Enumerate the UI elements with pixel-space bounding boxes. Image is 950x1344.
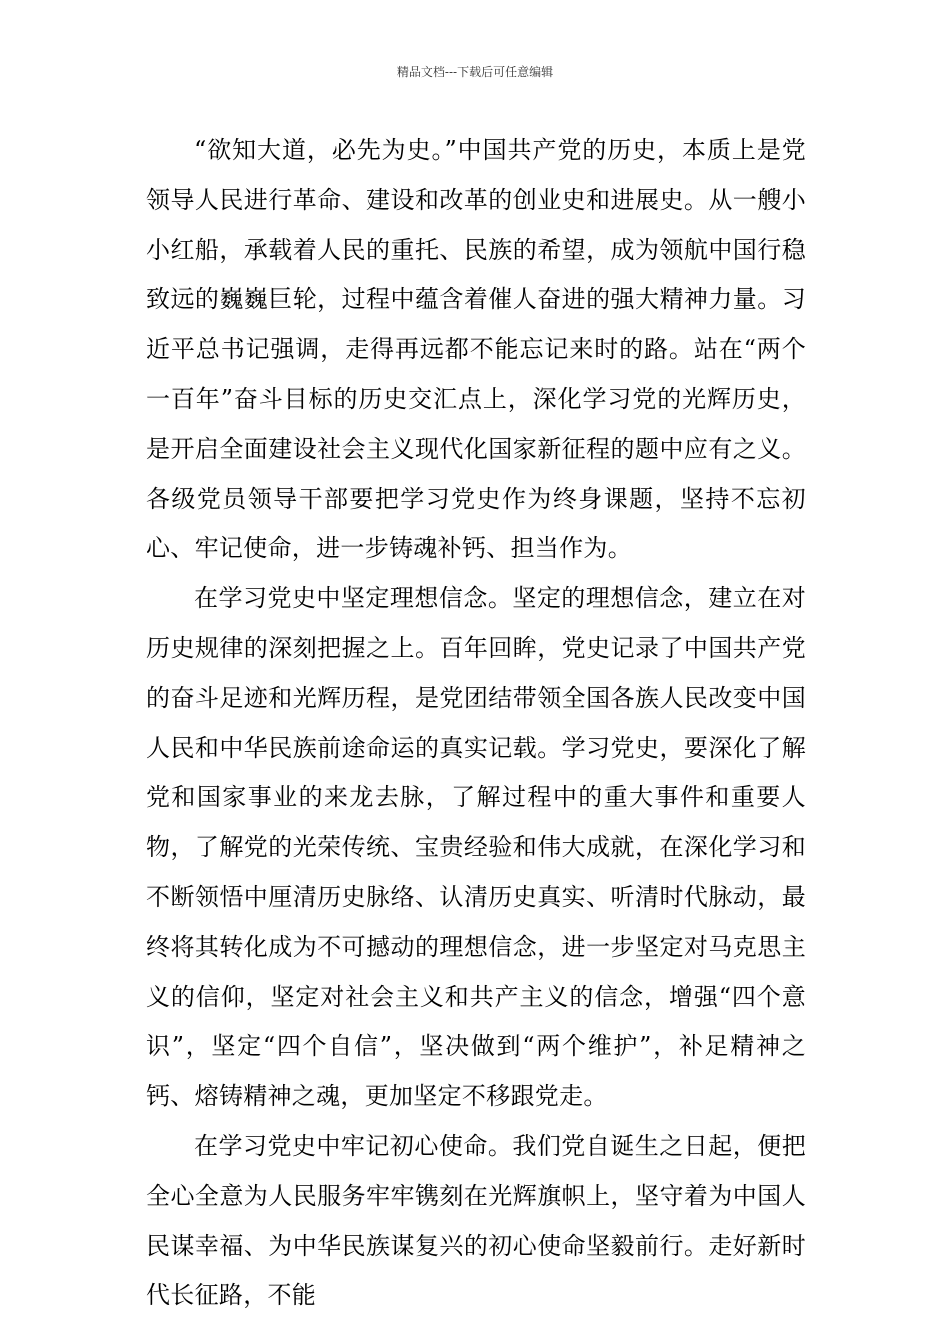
paragraph-mission: 在学习党史中牢记初心使命。我们党自诞生之日起，便把全心全意为人民服务牢牢镌刻在光辉旗帜上，坚守着为中国人民谋幸福、为中华民族谋复兴的初心使命坚毅前行。走好新时代长征路，不能 — [146, 1131, 806, 1310]
paragraph-intro: “欲知大道，必先为史。”中国共产党的历史，本质上是党领导人民进行革命、建设和改革的创业史和进展史。从一艘小小红船，承载着人民的重托、民族的希望，成为领航中国行稳致远的巍巍巨轮，过程中蕴含着催人奋进的强大精神力量。习近平总书记强调，走得再远都不能忘记来时的路。站在“两个一百年”奋斗目标的历史交汇点上，深化学习党的光辉历史，是开启全面建设社会主义现代化国家新征程的题中应有之义。各级党员领导干部要把学习党史作为终身课题，坚持不忘初心、牢记使命，进一步铸魂补钙、担当作为。 — [146, 136, 806, 563]
document-body — [146, 126, 806, 1321]
page-header: 精品文档---下载后可任意编辑 — [396, 65, 554, 79]
paragraph-ideals: 在学习党史中坚定理想信念。坚定的理想信念，建立在对历史规律的深刻把握之上。百年回眸，党史记录了中国共产党的奋斗足迹和光辉历程，是党团结带领全国各族人民改变中国人民和中华民族前途命运的真实记载。学习党史，要深化了解党和国家事业的来龙去脉，了解过程中的重大事件和重要人物，了解党的光荣传统、宝贵经验和伟大成就，在深化学习和不断领悟中厘清历史脉络、认清历史真实、听清时代脉动，最终将其转化成为不可撼动的理想信念，进一步坚定对马克思主义的信仰，坚定对社会主义和共产主义的信念，增强“四个意识”，坚定“四个自信”，坚决做到“两个维护”，补足精神之钙、熔铸精神之魂，更加坚定不移跟党走。 — [146, 584, 806, 1111]
